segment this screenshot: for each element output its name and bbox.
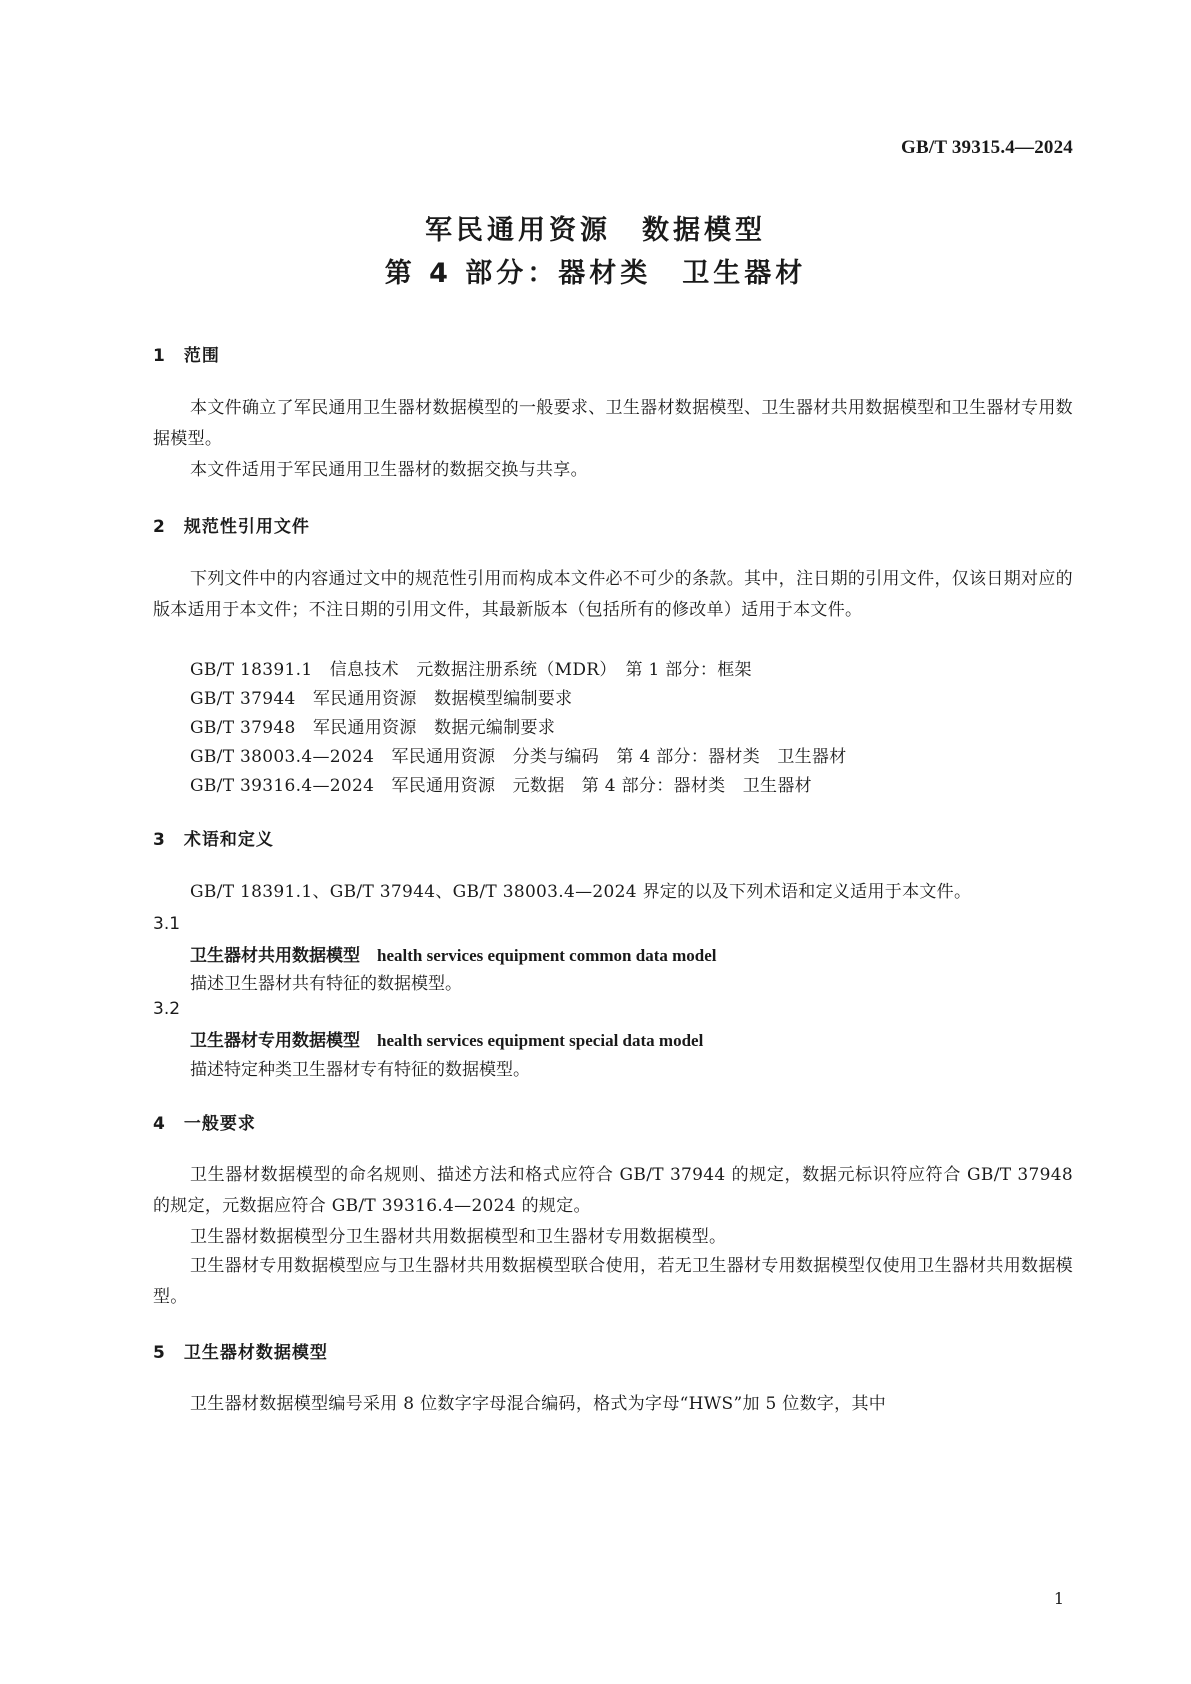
term-english: health services equipment special data model	[377, 1031, 704, 1050]
normative-reference-3: GB/T 37948 军民通用资源 数据元编制要求	[190, 718, 556, 738]
term-definition: 描述特定种类卫生器材专有特征的数据模型。	[190, 1060, 530, 1080]
section-3-heading: 3 术语和定义	[153, 830, 274, 850]
normative-reference-2: GB/T 37944 军民通用资源 数据模型编制要求	[190, 689, 573, 709]
term-entry	[190, 1026, 703, 1051]
section-1-paragraph-2: 本文件适用于军民通用卫生器材的数据交换与共享。	[190, 460, 588, 480]
term-number: 3.2	[153, 999, 181, 1019]
normative-reference-4: GB/T 38003.4—2024 军民通用资源 分类与编码 第 4 部分：器材类 卫生器材	[190, 747, 847, 767]
term-number: 3.1	[153, 914, 181, 934]
term-chinese: 卫生器材专用数据模型	[190, 1031, 360, 1051]
section-1-heading: 1 范围	[153, 346, 220, 366]
document-title-line-1: 军民通用资源 数据模型	[425, 215, 766, 246]
section-1-paragraph-1: 本文件确立了军民通用卫生器材数据模型的一般要求、卫生器材数据模型、卫生器材共用数据模型和卫生器材专用数据模型。	[153, 398, 1073, 449]
term-definition: 描述卫生器材共有特征的数据模型。	[190, 974, 462, 994]
page-number: 1	[1053, 1589, 1064, 1608]
section-4-heading: 4 一般要求	[153, 1114, 256, 1134]
term-english: health services equipment common data model	[377, 946, 717, 965]
normative-reference-5: GB/T 39316.4—2024 军民通用资源 元数据 第 4 部分：器材类 卫生器材	[190, 776, 812, 796]
section-2-paragraph-1: 下列文件中的内容通过文中的规范性引用而构成本文件必不可少的条款。其中，注日期的引用文件，仅该日期对应的版本适用于本文件；不注日期的引用文件，其最新版本（包括所有的修改单）适用于本文件。	[153, 569, 1073, 620]
section-4-paragraph-1: 卫生器材数据模型的命名规则、描述方法和格式应符合 GB/T 37944 的规定，数据元标识符应符合 GB/T 37948 的规定，元数据应符合 GB/T 39316.4—2024 的规定。	[153, 1165, 1073, 1216]
section-5-heading: 5 卫生器材数据模型	[153, 1343, 328, 1363]
section-5-paragraph-1: 卫生器材数据模型编号采用 8 位数字字母混合编码，格式为字母“HWS”加 5 位数字，其中	[190, 1394, 887, 1414]
section-4-paragraph-3: 卫生器材专用数据模型应与卫生器材共用数据模型联合使用，若无卫生器材专用数据模型仅使用卫生器材共用数据模型。	[153, 1256, 1073, 1307]
standard-number: GB/T 39315.4—2024	[901, 137, 1073, 158]
document-title-line-2: 第 4 部分：器材类 卫生器材	[384, 258, 807, 289]
term-entry	[190, 941, 717, 966]
section-3-paragraph-1: GB/T 18391.1、GB/T 37944、GB/T 38003.4—2024 界定的以及下列术语和定义适用于本文件。	[190, 882, 972, 902]
normative-reference-1: GB/T 18391.1 信息技术 元数据注册系统（MDR） 第 1 部分：框架	[190, 660, 752, 680]
term-chinese: 卫生器材共用数据模型	[190, 946, 360, 966]
section-2-heading: 2 规范性引用文件	[153, 517, 310, 537]
section-4-paragraph-2: 卫生器材数据模型分卫生器材共用数据模型和卫生器材专用数据模型。	[190, 1227, 727, 1247]
